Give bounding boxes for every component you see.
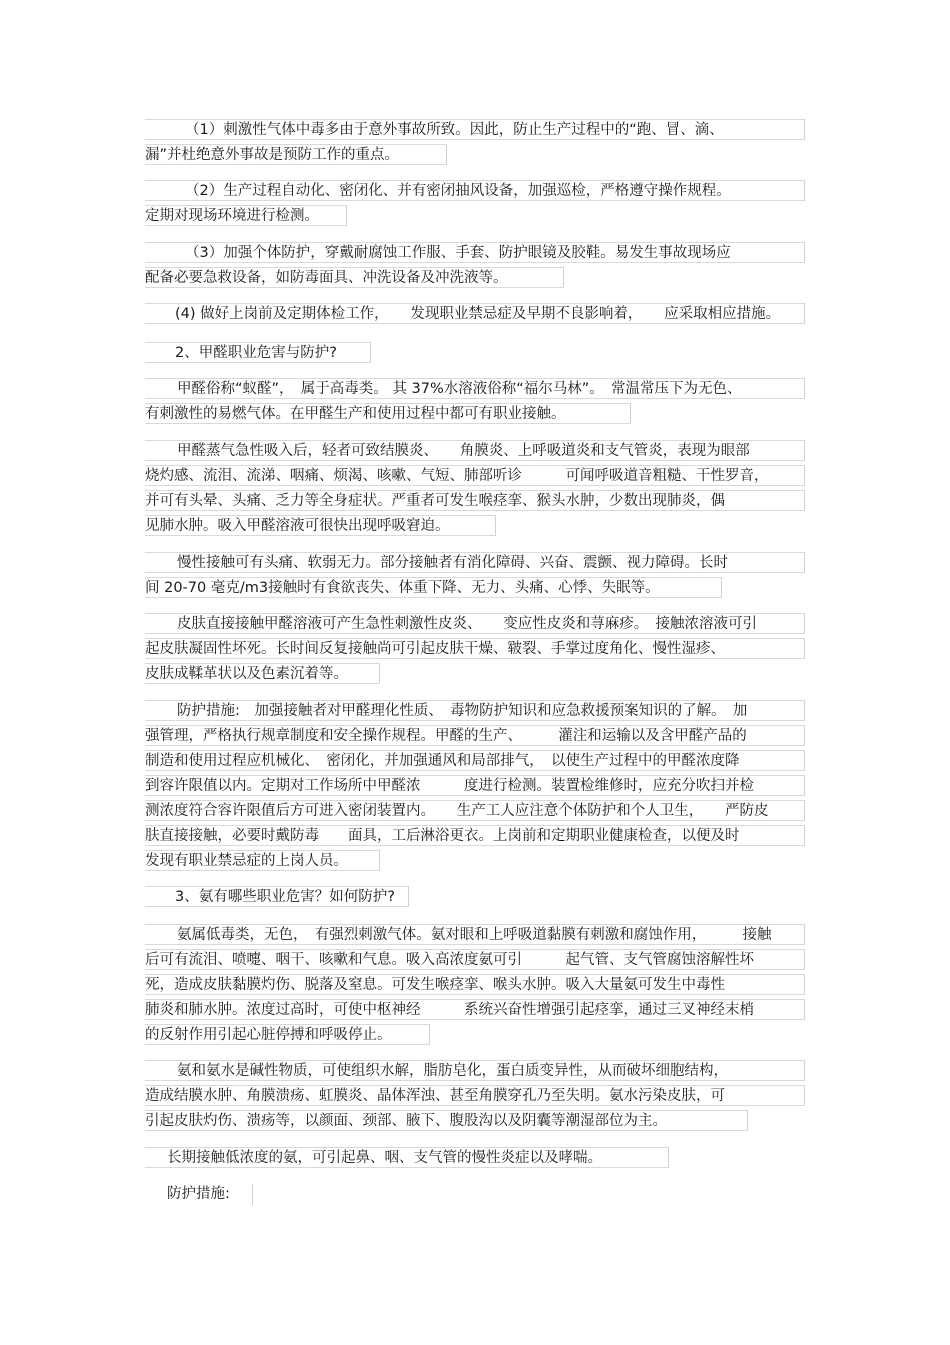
text-line: 肤直接接触，必要时戴防毒 面具，工后淋浴更衣。上岗前和定期职业健康检查，以便及时 [145,825,805,846]
text-line: 氨属低毒类，无色， 有强烈刺激气体。氨对眼和上呼吸道黏膜有刺激和腐蚀作用， 接触 [145,924,805,945]
text-line: 的反射作用引起心脏停搏和呼吸停止。 [145,1024,430,1045]
text-line: 烧灼感、流泪、流涕、咽痛、烦渴、咳嗽、气短、肺部听诊 可闻呼吸道音粗糙、干性罗音， [145,465,805,486]
text-line: 测浓度符合容许限值后方可进入密闭装置内。 生产工人应注意个体防护和个人卫生， 严防皮 [145,800,805,821]
text-line: 有刺激性的易燃气体。在甲醛生产和使用过程中都可有职业接触。 [145,403,631,424]
text-line: 甲醛俗称“蚁醛”， 属于高毒类。 其 37%水溶液俗称“福尔马林”。 常温常压下为无色、 [145,378,805,399]
text-line: 定期对现场环境进行检测。 [145,205,347,226]
text-line: 慢性接触可有头痛、软弱无力。部分接触者有消化障碍、兴奋、震颤、视力障碍。长时 [145,552,805,573]
text-line: 氨和氨水是碱性物质，可使组织水解，脂肪皂化，蛋白质变异性，从而破坏细胞结构， [145,1060,805,1081]
text-line: 后可有流泪、喷嚏、咽干、咳嗽和气息。吸入高浓度氨可引 起气管、支气管腐蚀溶解性坏 [145,949,805,970]
text-line: 皮肤成鞣革状以及色素沉着等。 [145,663,380,684]
text-line: 到容许限值以内。定期对工作场所中甲醛浓 度进行检测。装置检维修时，应充分吹扫并检 [145,775,805,796]
text-line: 起皮肤凝固性坏死。长时间反复接触尚可引起皮肤干燥、皲裂、手掌过度角化、慢性湿疹、 [145,638,805,659]
text-line: 配备必要急救设备，如防毒面具、冲洗设备及冲洗液等。 [145,267,564,288]
section-heading: 2、甲醛职业危害与防护? [145,342,371,363]
text-line: （3）加强个体防护，穿戴耐腐蚀工作服、手套、防护眼镜及胶鞋。易发生事故现场应 [145,242,805,263]
text-line: 死，造成皮肤黏膜灼伤、脱落及窒息。可发生喉痉挛、喉头水肿。吸入大量氨可发生中毒性 [145,974,805,995]
text-line: 引起皮肤灼伤、溃疡等，以颜面、颈部、腋下、腹股沟以及阴囊等潮湿部位为主。 [145,1110,748,1131]
text-line: 防护措施: 加强接触者对甲醛理化性质、 毒物防护知识和应急救援预案知识的了解。 加 [145,700,805,721]
text-line: 甲醛蒸气急性吸入后，轻者可致结膜炎、 角膜炎、上呼吸道炎和支气管炎，表现为眼部 [145,440,805,461]
text-line: （1）刺激性气体中毒多由于意外事故所致。因此，防止生产过程中的“跑、冒、滴、 [145,119,805,140]
text-line: 发现有职业禁忌症的上岗人员。 [145,850,380,871]
text-line: 并可有头晕、头痛、乏力等全身症状。严重者可发生喉痉挛、猴头水肿，少数出现肺炎，偶 [145,490,805,511]
text-line: 漏”并杜绝意外事故是预防工作的重点。 [145,144,447,165]
text-line: 制造和使用过程应机械化、 密闭化，并加强通风和局部排气， 以使生产过程中的甲醛浓度降 [145,750,805,771]
text-line: 见肺水肿。吸入甲醛溶液可很快出现呼吸窘迫。 [145,515,496,536]
text-line: 皮肤直接接触甲醛溶液可产生急性刺激性皮炎、 变应性皮炎和荨麻疹。 接触浓溶液可引 [145,613,805,634]
text-line: 长期接触低浓度的氨，可引起鼻、咽、支气管的慢性炎症以及哮喘。 [145,1147,669,1168]
text-line: （2）生产过程自动化、密闭化、并有密闭抽风设备，加强巡检，严格遵守操作规程。 [145,180,805,201]
section-heading: 3、氨有哪些职业危害？如何防护? [145,886,409,907]
text-line: 肺炎和肺水肿。浓度过高时，可使中枢神经 系统兴奋性增强引起痉挛，通过三叉神经末梢 [145,999,805,1020]
text-line: 间 20-70 毫克/m3接触时有食欲丧失、体重下降、无力、头痛、心悸、失眠等。 [145,577,722,598]
text-line: (4) 做好上岗前及定期体检工作， 发现职业禁忌症及早期不良影响着， 应采取相应措施。 [145,303,805,324]
text-line: 强管理，严格执行规章制度和安全操作规程。甲醛的生产、 灌注和运输以及含甲醛产品的 [145,725,805,746]
text-line: 造成结膜水肿、角膜溃疡、虹膜炎、晶体浑浊、甚至角膜穿孔乃至失明。氨水污染皮肤，可 [145,1085,805,1106]
text-line: 防护措施: [145,1184,253,1205]
